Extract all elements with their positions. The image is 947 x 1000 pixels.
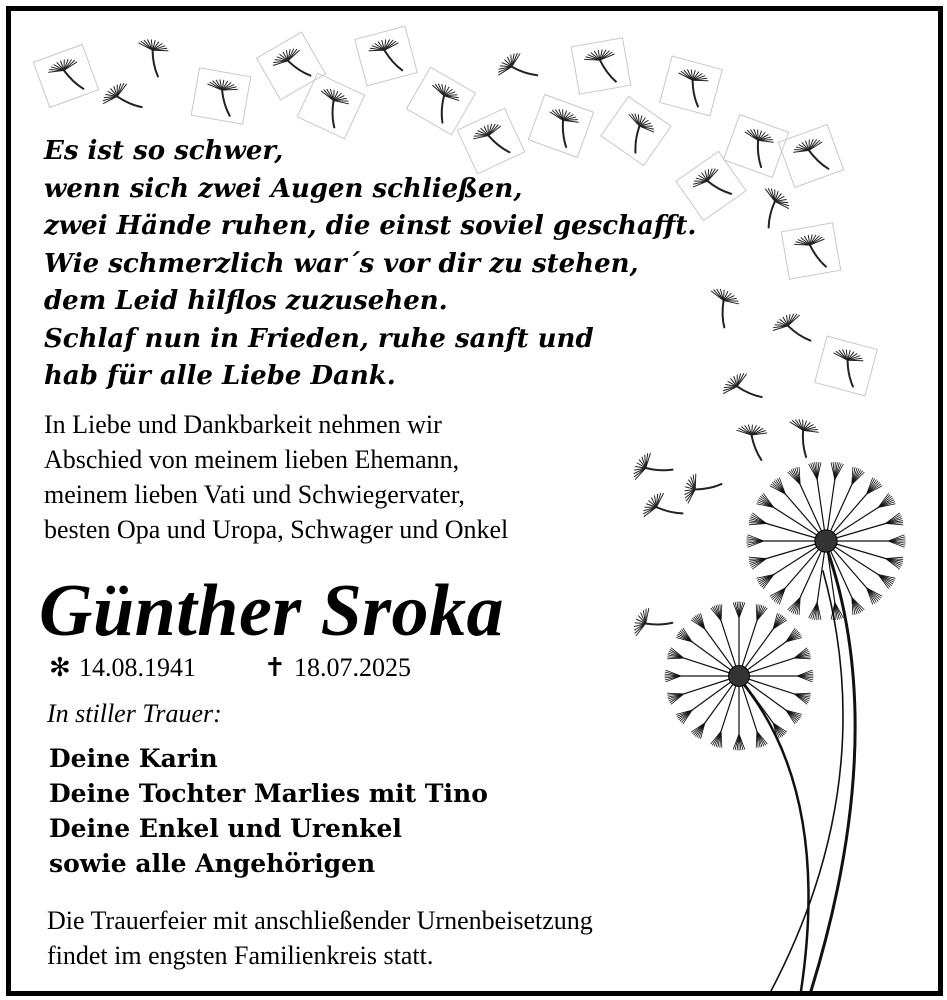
deceased-name: Günther Sroka <box>39 570 505 652</box>
poem-line: dem Leid hilflos zuzusehen. <box>44 286 448 316</box>
seed-icon <box>781 416 821 458</box>
seed-icon <box>132 37 170 78</box>
seed-icon <box>355 26 418 86</box>
seed-icon <box>630 450 674 493</box>
seed-icon <box>723 115 788 178</box>
mourning-heading: In stiller Trauer: <box>47 699 222 728</box>
intro-line: Abschied von meinem lieben Ehemann, <box>44 445 460 474</box>
intro-line: besten Opa und Uropa, Schwager und Onkel <box>44 515 509 544</box>
seed-icon <box>719 369 764 414</box>
mourner: Deine Karin <box>49 744 218 773</box>
seed-icon <box>815 336 878 396</box>
obituary-notice <box>6 6 943 996</box>
dandelion-head-icon <box>747 462 906 619</box>
seed-icon <box>99 79 144 124</box>
seed-icon <box>700 285 742 328</box>
seed-icon <box>682 472 723 510</box>
funeral-info-line: Die Trauerfeier mit anschließender Urnenbeisetzung <box>47 906 593 935</box>
poem-line: wenn sich zwei Augen schließen, <box>44 173 523 204</box>
life-dates <box>49 651 411 685</box>
seed-icon <box>734 424 767 460</box>
seed-icon <box>770 310 813 354</box>
poem-line: Es ist so schwer, <box>44 136 284 166</box>
seed-icon <box>406 67 475 135</box>
death-cross-icon: ✝ <box>264 653 286 682</box>
poem-line: Schlaf nun in Frieden, ruhe sanft und <box>44 323 594 354</box>
poem-line: zwei Hände ruhen, die einst soviel geschafft. <box>44 211 697 241</box>
mourner: Deine Enkel und Urenkel <box>49 814 402 843</box>
intro-line: In Liebe und Dankbarkeit nehmen wir <box>44 410 442 439</box>
seed-icon <box>748 184 793 229</box>
birth-date: 14.08.1941 <box>79 653 196 682</box>
seed-icon <box>256 32 325 100</box>
seed-icon <box>191 68 251 124</box>
death-date: 18.07.2025 <box>294 653 411 682</box>
seed-icon <box>660 56 723 116</box>
dandelion-head-icon <box>665 602 813 750</box>
poem-line: Wie schmerzlich war´s vor dir zu stehen, <box>44 248 639 279</box>
seed-icon <box>571 38 631 94</box>
seed-icon <box>494 49 539 94</box>
farewell-intro <box>44 407 508 547</box>
funeral-info-line: findet im engsten Familienkreis statt. <box>47 941 434 970</box>
mourners-list <box>49 741 488 881</box>
poem-line: hab für alle Liebe Dank. <box>44 361 396 391</box>
seed-icon <box>297 73 364 138</box>
intro-line: meinem lieben Vati und Schwiegervater, <box>44 480 465 509</box>
birth-star-icon: ✻ <box>49 653 71 682</box>
mourner: Deine Tochter Marlies mit Tino <box>49 779 488 808</box>
seed-icon <box>639 489 684 534</box>
poem <box>44 133 696 396</box>
funeral-info <box>47 903 593 973</box>
seed-icon <box>781 223 841 279</box>
mourner: sowie alle Angehörigen <box>49 849 376 878</box>
seed-icon <box>33 45 98 108</box>
seed-icon <box>630 606 673 648</box>
